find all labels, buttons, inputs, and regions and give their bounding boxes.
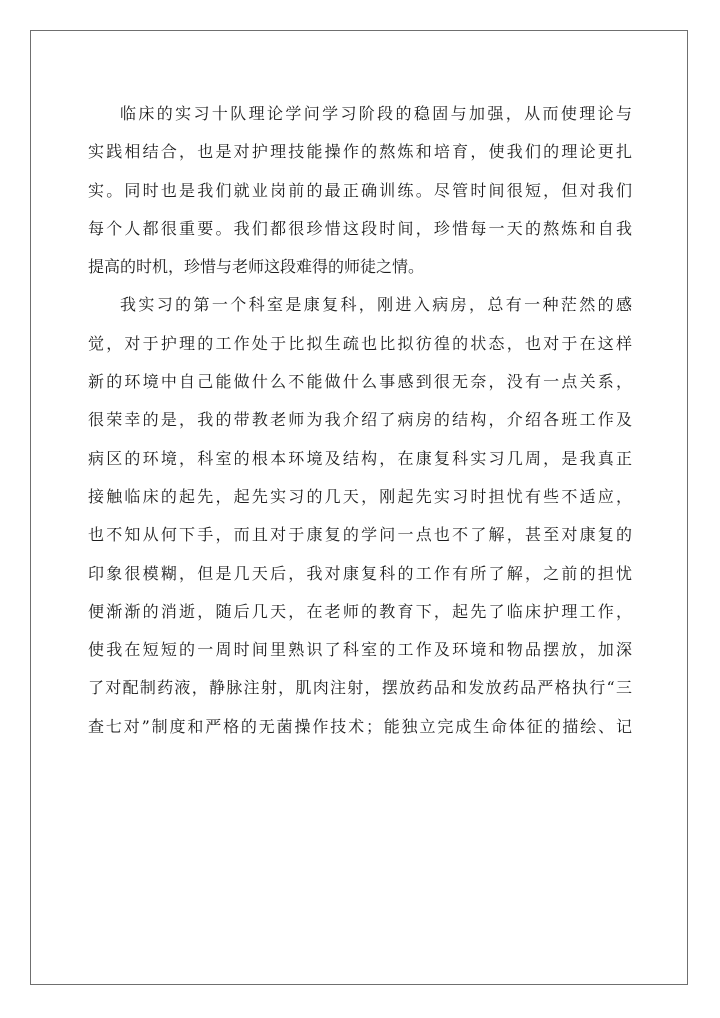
document-body [88, 95, 632, 746]
paragraph-2-line: 我实习的第一个科室是康复科，刚进入病房，总有一种茫然的感 [120, 295, 632, 315]
paragraph-1-line: 实践相结合，也是对护理技能操作的熬炼和培育，使我们的理论更扎 [88, 142, 632, 162]
paragraph-1-line: 提高的时机，珍惜与老师这段难得的师徒之情。 [88, 257, 425, 277]
paragraph-2-line: 很荣幸的是，我的带教老师为我介绍了病房的结构，介绍各班工作及 [88, 410, 632, 430]
paragraph-2-line: 使我在短短的一周时间里熟识了科室的工作及环境和物品摆放，加深 [88, 640, 632, 660]
paragraph-2-line: 了对配制药液，静脉注射，肌肉注射，摆放药品和发放药品严格执行“三 [88, 678, 632, 698]
paragraph-2-line: 接触临床的起先，起先实习的几天，刚起先实习时担忧有些不适应， [88, 486, 632, 506]
paragraph-2-line: 印象很模糊，但是几天后，我对康复科的工作有所了解，之前的担忧 [88, 563, 632, 583]
paragraph-2-line: 便渐渐的消逝，随后几天，在老师的教育下，起先了临床护理工作， [88, 601, 632, 621]
paragraph-1-line: 实。同时也是我们就业岗前的最正确训练。尽管时间很短，但对我们 [88, 180, 632, 200]
paragraph-1-line: 临床的实习十队理论学问学习阶段的稳固与加强，从而使理论与 [120, 104, 632, 123]
paragraph-2-line: 病区的环境，科室的根本环境及结构，在康复科实习几周，是我真正 [88, 448, 632, 468]
paragraph-2-line: 新的环境中自己能做什么不能做什么事感到很无奈，没有一点关系， [88, 372, 632, 392]
paragraph-1-line: 每个人都很重要。我们都很珍惜这段时间，珍惜每一天的熬炼和自我 [88, 218, 632, 238]
paragraph-2-line: 觉，对于护理的工作处于比拟生疏也比拟彷徨的状态，也对于在这样 [88, 333, 632, 353]
paragraph-2-line: 也不知从何下手，而且对于康复的学问一点也不了解，甚至对康复的 [88, 525, 632, 545]
paragraph-2-line: 查七对”制度和严格的无菌操作技术；能独立完成生命体征的描绘、记 [88, 716, 632, 736]
